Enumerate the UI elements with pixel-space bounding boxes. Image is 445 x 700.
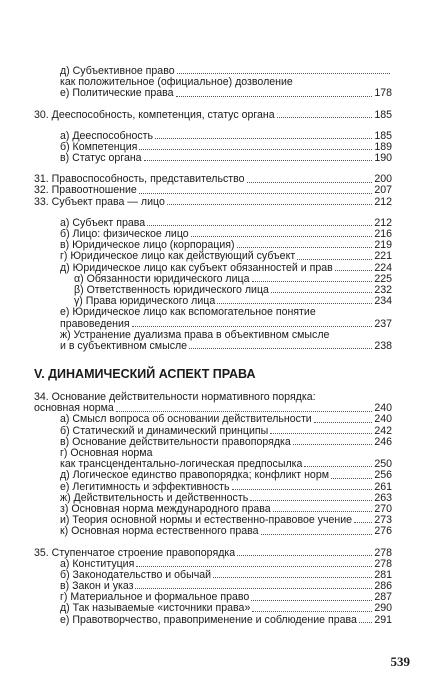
toc-entry-title: 35. Ступенчатое строение правопорядка bbox=[34, 546, 236, 559]
toc-entry-page: 261 bbox=[374, 480, 392, 493]
toc-entry-page: 212 bbox=[374, 216, 392, 229]
dot-leader bbox=[135, 588, 372, 589]
toc-entry-title: а) Конституция bbox=[60, 557, 135, 570]
dot-leader bbox=[297, 259, 372, 260]
toc-entry-page: 240 bbox=[374, 402, 392, 415]
toc-entry-page: 291 bbox=[374, 613, 392, 626]
toc-entry-title: з) Основная норма международного права bbox=[60, 502, 271, 515]
dot-leader bbox=[237, 247, 373, 248]
toc-entry bbox=[34, 341, 392, 352]
page-number: 539 bbox=[390, 654, 410, 669]
dot-leader bbox=[189, 348, 372, 349]
toc-entry bbox=[34, 307, 392, 318]
dot-leader bbox=[250, 500, 372, 501]
toc-entry bbox=[34, 526, 392, 537]
toc-entry bbox=[34, 186, 392, 197]
toc-entry-page: 281 bbox=[374, 568, 392, 581]
toc-entry-page: 246 bbox=[374, 435, 392, 448]
toc-entry-page: 273 bbox=[374, 514, 392, 527]
toc-entry-page: 185 bbox=[374, 108, 392, 121]
dot-leader bbox=[139, 193, 373, 194]
toc-entry-page: 190 bbox=[374, 152, 392, 165]
toc-entry-title: и в субъективном смысле bbox=[60, 339, 188, 352]
toc-entry-title: б) Компетенция bbox=[60, 140, 138, 153]
toc-entry-title: б) Законодательство и обычай bbox=[60, 568, 212, 581]
toc-entry-title: в) Юридическое лицо (корпорация) bbox=[60, 239, 235, 252]
toc-entry-title: е) Правотворчество, правоприменение и соблюдение права bbox=[60, 613, 357, 626]
section-heading: V. ДИНАМИЧЕСКИЙ АСПЕКТ ПРАВА bbox=[34, 367, 256, 382]
toc-entry-page: 216 bbox=[374, 228, 392, 241]
toc-entry-page: 178 bbox=[374, 87, 392, 100]
toc-entry bbox=[34, 615, 392, 626]
dot-leader bbox=[261, 534, 373, 535]
toc-entry-page: 234 bbox=[374, 295, 392, 308]
dot-leader bbox=[217, 303, 372, 304]
toc-entry-page: 240 bbox=[374, 413, 392, 426]
dot-leader bbox=[251, 600, 372, 601]
dot-leader bbox=[277, 117, 373, 118]
toc-entry-page: 225 bbox=[374, 272, 392, 285]
dot-leader bbox=[136, 566, 372, 567]
toc-entry-title: а) Смысл вопроса об основании действительности bbox=[60, 413, 312, 426]
dot-leader bbox=[132, 326, 373, 327]
toc-entry-title: д) Субъективное право bbox=[60, 64, 175, 77]
toc-entry-title: как положительное (официальное) дозволение bbox=[60, 76, 293, 89]
toc-entry-title: д) Юридическое лицо как субъект обязанностей и прав bbox=[60, 261, 333, 274]
toc-entry-title: β) Ответственность юридического лица bbox=[74, 283, 269, 296]
toc-entry-page: 232 bbox=[374, 283, 392, 296]
toc-entry-page: 278 bbox=[374, 557, 392, 570]
dot-leader bbox=[116, 411, 373, 412]
dot-leader bbox=[273, 511, 373, 512]
dot-leader bbox=[359, 622, 372, 623]
dot-leader bbox=[237, 555, 372, 556]
toc-entry-title: ж) Устранение дуализма права в объективном смысле bbox=[60, 328, 330, 341]
dot-leader bbox=[293, 444, 373, 445]
toc-entry bbox=[34, 604, 392, 615]
toc-entry-page: 250 bbox=[374, 458, 392, 471]
toc-entry-title: 32. Правоотношение bbox=[34, 184, 137, 197]
toc-entry bbox=[34, 110, 392, 121]
toc-entry-title: к) Основная норма естественного права bbox=[60, 525, 259, 538]
toc-entry-page: 200 bbox=[374, 173, 392, 186]
toc-entry-title: правоведения bbox=[60, 317, 130, 330]
toc-entry-page: 185 bbox=[374, 129, 392, 142]
toc-entry-title: а) Субъект права bbox=[60, 216, 146, 229]
toc-entry-page: 221 bbox=[374, 250, 392, 263]
toc-entry-title: б) Статический и динамический принципы bbox=[60, 424, 269, 437]
toc-entry-page: 224 bbox=[374, 261, 392, 274]
toc-entry-title: 30. Дееспособность, компетенция, статус органа bbox=[34, 108, 275, 121]
toc-entry bbox=[34, 88, 392, 99]
toc-entry bbox=[34, 470, 392, 481]
toc-entry-page: 256 bbox=[374, 469, 392, 482]
toc-entry-page: 270 bbox=[374, 502, 392, 515]
dot-leader bbox=[155, 138, 372, 139]
dot-leader bbox=[213, 577, 372, 578]
toc-entry-title: в) Статус органа bbox=[60, 152, 142, 165]
toc-entry-page: 286 bbox=[374, 580, 392, 593]
toc-entry-title: г) Юридическое лицо как действующий субъект bbox=[60, 250, 296, 263]
dot-leader bbox=[247, 182, 373, 183]
dot-leader bbox=[331, 478, 372, 479]
toc-entry-title: основная норма bbox=[34, 402, 114, 415]
toc-entry-title: 31. Правоспособность, представительство bbox=[34, 173, 245, 186]
toc-entry-title: е) Легитимность и эффективность bbox=[60, 480, 230, 493]
dot-leader bbox=[304, 466, 372, 467]
dot-leader bbox=[232, 489, 373, 490]
toc-entry-page: 290 bbox=[374, 602, 392, 615]
toc-entry-title: е) Политические права bbox=[60, 87, 174, 100]
toc-entry-page: 189 bbox=[374, 140, 392, 153]
toc-entry-page: 263 bbox=[374, 491, 392, 504]
dot-leader bbox=[335, 270, 373, 271]
dot-leader bbox=[252, 281, 373, 282]
toc-entry-page: 212 bbox=[374, 195, 392, 208]
toc-entry bbox=[34, 415, 392, 426]
toc-entry-page: 278 bbox=[374, 546, 392, 559]
dot-leader bbox=[144, 160, 373, 161]
toc-entry-title: г) Основная норма bbox=[60, 447, 153, 460]
dot-leader bbox=[191, 236, 373, 237]
dot-leader bbox=[354, 522, 372, 523]
toc-entry-title: г) Материальное и формальное право bbox=[60, 591, 250, 604]
dot-leader bbox=[270, 433, 372, 434]
toc-entry bbox=[34, 197, 392, 208]
dot-leader bbox=[252, 611, 372, 612]
toc-entry bbox=[34, 153, 392, 164]
dot-leader bbox=[176, 96, 373, 97]
dot-leader bbox=[177, 73, 390, 74]
toc-entry-page: 242 bbox=[374, 424, 392, 437]
toc-entry-page: 207 bbox=[374, 184, 392, 197]
dot-leader bbox=[147, 225, 372, 226]
toc-entry bbox=[34, 251, 392, 262]
toc-entry-title: и) Теория основной нормы и естественно-правовое учение bbox=[60, 514, 353, 527]
toc-entry-page: 238 bbox=[374, 339, 392, 352]
dot-leader bbox=[139, 149, 372, 150]
toc-entry-page: 276 bbox=[374, 525, 392, 538]
toc-entry-title: б) Лицо: физическое лицо bbox=[60, 228, 189, 241]
toc-entry-title: д) Так называемые «источники права» bbox=[60, 602, 251, 615]
toc-entry-title: 34. Основание действительности нормативного порядка: bbox=[34, 391, 316, 404]
toc-entry-title: 33. Субъект права — лицо bbox=[34, 195, 165, 208]
dot-leader bbox=[167, 204, 372, 205]
toc-entry-title: ж) Действительность и действенность bbox=[60, 491, 249, 504]
toc-entry-page: 219 bbox=[374, 239, 392, 252]
toc-entry-title: е) Юридическое лицо как вспомогательное понятие bbox=[60, 306, 316, 319]
toc-entry-title: как трансцендентально-логическая предпосылка bbox=[60, 458, 303, 471]
dot-leader bbox=[271, 292, 372, 293]
toc-entry-title: в) Основание действительности правопорядка bbox=[60, 435, 291, 448]
toc-entry-title: д) Логическое единство правопорядка; конфликт норм bbox=[60, 469, 329, 482]
toc-entry-title: α) Обязанности юридического лица bbox=[74, 272, 250, 285]
toc-entry-title: а) Дееспособность bbox=[60, 129, 154, 142]
toc-entry-title: γ) Права юридического лица bbox=[74, 295, 216, 308]
toc-entry-title: в) Закон и указ bbox=[60, 580, 134, 593]
toc-entry-page: 287 bbox=[374, 591, 392, 604]
dot-leader bbox=[314, 422, 373, 423]
table-of-contents bbox=[34, 66, 392, 626]
toc-entry-page: 237 bbox=[374, 317, 392, 330]
